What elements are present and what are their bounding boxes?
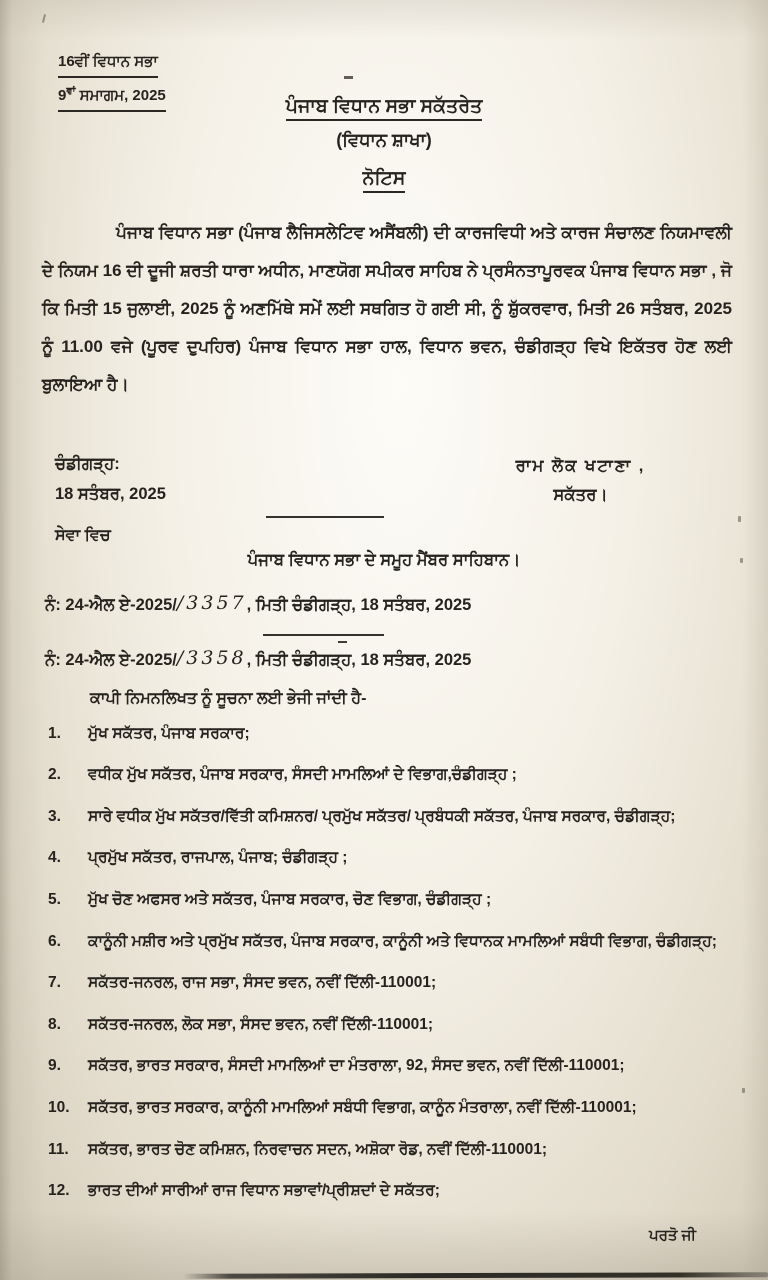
recipient-number: 9. xyxy=(48,1057,61,1075)
recipient-text: ਸਾਰੇ ਵਧੀਕ ਮੁੱਖ ਸਕੱਤਰ/ਵਿੱਤੀ ਕਮਿਸ਼ਨਰ/ ਪ੍ਰਮੁੱਖ ਸਕੱਤਰ/ ਪ੍ਰਬੰਧਕੀ ਸਕੱਤਰ, ਪੰਜਾਬ ਸਰਕਾਰ, ਚੰਡੀਗੜ੍ਹ; xyxy=(88,807,676,825)
recipient-number: 12. xyxy=(48,1182,70,1200)
pen-dash-mark xyxy=(338,641,347,643)
to-label: ਸੇਵਾ ਵਿਚ xyxy=(55,527,111,544)
recipient-number: 2. xyxy=(48,766,61,784)
notice-body-paragraph: ਪੰਜਾਬ ਵਿਧਾਨ ਸਭਾ (ਪੰਜਾਬ ਲੈਜਿਸਲੇਟਿਵ ਅਸੈਂਬਲੀ) ਦੀ ਕਾਰਜਵਿਧੀ ਅਤੇ ਕਾਰਜ ਸੰਚਾਲਣ ਨਿਯਮਾਵਲੀ ਦੇ ਨਿਯਮ 16 ਦੀ ਦੂਜੀ ਸ਼ਰਤੀ ਧਾਰਾ ਅਧੀਨ, ਮਾਣਯੋਗ ਸਪੀਕਰ ਸਾਹਿਬ ਨੇ ਪ੍ਰਸੰਨਤਾਪੂਰਵਕ ਪੰਜਾਬ ਵਿਧਾਨ ਸਭਾ , ਜੋ ਕਿ ਮਿਤੀ 15 ਜੁਲਾਈ, 2025 ਨੂੰ ਅਣਮਿੱਥੇ ਸਮੇਂ ਲਈ ਸਥਗਿਤ ਹੋ ਗਈ ਸੀ, ਨੂੰ ਸ਼ੁੱਕਰਵਾਰ, ਮਿਤੀ 26 ਸਤੰਬਰ, 2025 ਨੂੰ 11.00 ਵਜੇ (ਪੂਰਵ ਦੁਪਹਿਰ) ਪੰਜਾਬ ਵਿਧਾਨ ਸਭਾ ਹਾਲ, ਵਿਧਾਨ ਭਵਨ, ਚੰਡੀਗੜ੍ਹ ਵਿਖੇ ਇਕੱਤਰ ਹੋਣ ਲਈ ਬੁਲਾਇਆ ਹੈ। xyxy=(42,223,732,394)
recipient-text: ਸਕੱਤਰ-ਜਨਰਲ, ਰਾਜ ਸਭਾ, ਸੰਸਦ ਭਵਨ, ਨਵੀਂ ਦਿੱਲੀ-110001; xyxy=(88,974,437,992)
letterhead xyxy=(0,96,768,121)
ref1-suffix: , ਮਿਤੀ ਚੰਡੀਗੜ੍ਹ, 18 ਸਤੰਬਰ, 2025 xyxy=(246,596,472,614)
signature-block xyxy=(468,452,693,510)
recipient-text: ਪ੍ਰਮੁੱਖ ਸਕੱਤਰ, ਰਾਜਪਾਲ, ਪੰਜਾਬ; ਚੰਡੀਗੜ੍ਹ ; xyxy=(88,849,348,867)
recipient-row xyxy=(48,1098,762,1118)
recipient-number: 4. xyxy=(48,849,61,867)
divider-rule-2 xyxy=(263,634,384,636)
recipient-text: ਭਾਰਤ ਦੀਆਂ ਸਾਰੀਆਂ ਰਾਜ ਵਿਧਾਨ ਸਭਾਵਾਂ/ਪ੍ਰੀਸ਼ਦਾਂ ਦੇ ਸਕੱਤਰ; xyxy=(88,1182,440,1200)
place: ਚੰਡੀਗੜ੍ਹ: xyxy=(55,455,120,473)
ref1-handwritten-number: /3357 xyxy=(176,592,247,614)
recipient-row xyxy=(48,848,762,868)
scan-speck xyxy=(742,1088,745,1093)
org-subtitle: (ਵਿਧਾਨ ਸ਼ਾਖਾ) xyxy=(336,130,432,150)
recipient-row xyxy=(48,1056,762,1076)
recipient-number: 5. xyxy=(48,890,61,908)
ref2-handwritten-number: /3358 xyxy=(176,647,247,669)
recipient-row xyxy=(48,973,762,993)
date: 18 ਸਤੰਬਰ, 2025 xyxy=(55,485,166,503)
scan-edge-shadow xyxy=(183,1272,768,1279)
recipient-text: ਸਕੱਤਰ, ਭਾਰਤ ਸਰਕਾਰ, ਕਾਨੂੰਨੀ ਮਾਮਲਿਆਂ ਸਬੰਧੀ ਵਿਭਾਗ, ਕਾਨੂੰਨ ਮੰਤਰਾਲਾ, ਨਵੀਂ ਦਿੱਲੀ-110001; xyxy=(88,1098,637,1116)
reference-line-1 xyxy=(45,593,471,615)
recipient-row xyxy=(48,932,762,952)
ref2-suffix: , ਮਿਤੀ ਚੰਡੀਗੜ੍ਹ, 18 ਸਤੰਬਰ, 2025 xyxy=(246,651,472,669)
org-title: ਪੰਜਾਬ ਵਿਧਾਨ ਸਭਾ ਸਕੱਤਰੇਤ xyxy=(286,96,483,121)
divider-rule-1 xyxy=(266,516,384,518)
recipient-text: ਸਕੱਤਰ, ਭਾਰਤ ਚੋਣ ਕਮਿਸ਼ਨ, ਨਿਰਵਾਚਨ ਸਦਨ, ਅਸ਼ੋਕਾ ਰੋਡ, ਨਵੀਂ ਦਿੱਲੀ-110001; xyxy=(88,1140,547,1158)
ref2-prefix: ਨੰ: 24-ਐਲ ਏ-2025/ xyxy=(45,651,177,669)
session-line2-rest: ਸਮਾਗਮ, 2025 xyxy=(75,87,166,104)
recipient-number: 3. xyxy=(48,807,61,825)
reference-line-2 xyxy=(45,648,471,670)
recipient-text: ਸਕੱਤਰ-ਜਨਰਲ, ਲੋਕ ਸਭਾ, ਸੰਸਦ ਭਵਨ, ਨਵੀਂ ਦਿੱਲੀ-110001; xyxy=(88,1015,433,1033)
recipient-number: 6. xyxy=(48,932,61,950)
recipient-number: 1. xyxy=(48,724,61,742)
notice-heading-wrap xyxy=(0,168,768,193)
copy-forward-line: ਕਾਪੀ ਨਿਮਨਲਿਖਤ ਨੂੰ ਸੂਚਨਾ ਲਈ ਭੇਜੀ ਜਾਂਦੀ ਹੈ- xyxy=(90,690,367,707)
recipient-row xyxy=(48,724,762,744)
session-line1: 16ਵੀਂ ਵਿਧਾਨ ਸਭਾ xyxy=(58,48,158,78)
recipient-number: 11. xyxy=(48,1140,69,1158)
recipient-text: ਸਕੱਤਰ, ਭਾਰਤ ਸਰਕਾਰ, ਸੰਸਦੀ ਮਾਮਲਿਆਂ ਦਾ ਮੰਤਰਾਲਾ, 92, ਸੰਸਦ ਭਵਨ, ਨਵੀਂ ਦਿੱਲੀ-110001; xyxy=(88,1057,625,1075)
recipient-row xyxy=(48,1015,762,1035)
recipient-number: 8. xyxy=(48,1015,61,1033)
signatory-name: ਰਾਮ ਲੋਕ ਖਟਾਣਾ , xyxy=(515,457,646,475)
recipient-text: ਮੁੱਖ ਚੋਣ ਅਫਸਰ ਅਤੇ ਸਕੱਤਰ, ਪੰਜਾਬ ਸਰਕਾਰ, ਚੋਣ ਵਿਭਾਗ, ਚੰਡੀਗੜ੍ਹ ; xyxy=(88,890,492,908)
recipient-number: 10. xyxy=(48,1098,70,1116)
addressee-line: ਪੰਜਾਬ ਵਿਧਾਨ ਸਭਾ ਦੇ ਸਮੂਹ ਮੈਂਬਰ ਸਾਹਿਬਾਨ। xyxy=(247,551,521,569)
place-date-block xyxy=(55,449,166,509)
recipient-text: ਕਾਨੂੰਨੀ ਮਸ਼ੀਰ ਅਤੇ ਪ੍ਰਮੁੱਖ ਸਕੱਤਰ, ਪੰਜਾਬ ਸਰਕਾਰ, ਕਾਨੂੰਨੀ ਅਤੇ ਵਿਧਾਨਕ ਮਾਮਲਿਆਂ ਸਬੰਧੀ ਵਿਭਾਗ, ਚੰਡੀਗੜ੍ਹ; xyxy=(88,932,717,950)
pen-dash-mark xyxy=(344,76,353,79)
scan-speck xyxy=(42,14,46,23)
recipient-row xyxy=(48,1181,762,1201)
notice-heading: ਨੋਟਿਸ xyxy=(363,168,406,193)
recipient-text: ਮੁੱਖ ਸਕੱਤਰ, ਪੰਜਾਬ ਸਰਕਾਰ; xyxy=(88,724,250,742)
session-number: 9 xyxy=(58,87,67,104)
recipient-number: 7. xyxy=(48,974,61,992)
session-ordinal-suffix: ਵਾਂ xyxy=(66,86,76,97)
scan-speck xyxy=(738,516,741,522)
signatory-title: ਸਕੱਤਰ। xyxy=(553,486,608,504)
recipient-row xyxy=(48,807,762,827)
ref1-prefix: ਨੰ: 24-ਐਲ ਏ-2025/ xyxy=(45,596,177,614)
recipient-row xyxy=(48,765,762,785)
recipient-text: ਵਧੀਕ ਮੁੱਖ ਸਕੱਤਰ, ਪੰਜਾਬ ਸਰਕਾਰ, ਸੰਸਦੀ ਮਾਮਲਿਆਂ ਦੇ ਵਿਭਾਗ,ਚੰਡੀਗੜ੍ਹ ; xyxy=(88,766,517,784)
turn-over-note: ਪਰਤੋ ਜੀ xyxy=(648,1227,696,1244)
recipient-row xyxy=(48,1140,762,1160)
recipient-row xyxy=(48,890,762,910)
